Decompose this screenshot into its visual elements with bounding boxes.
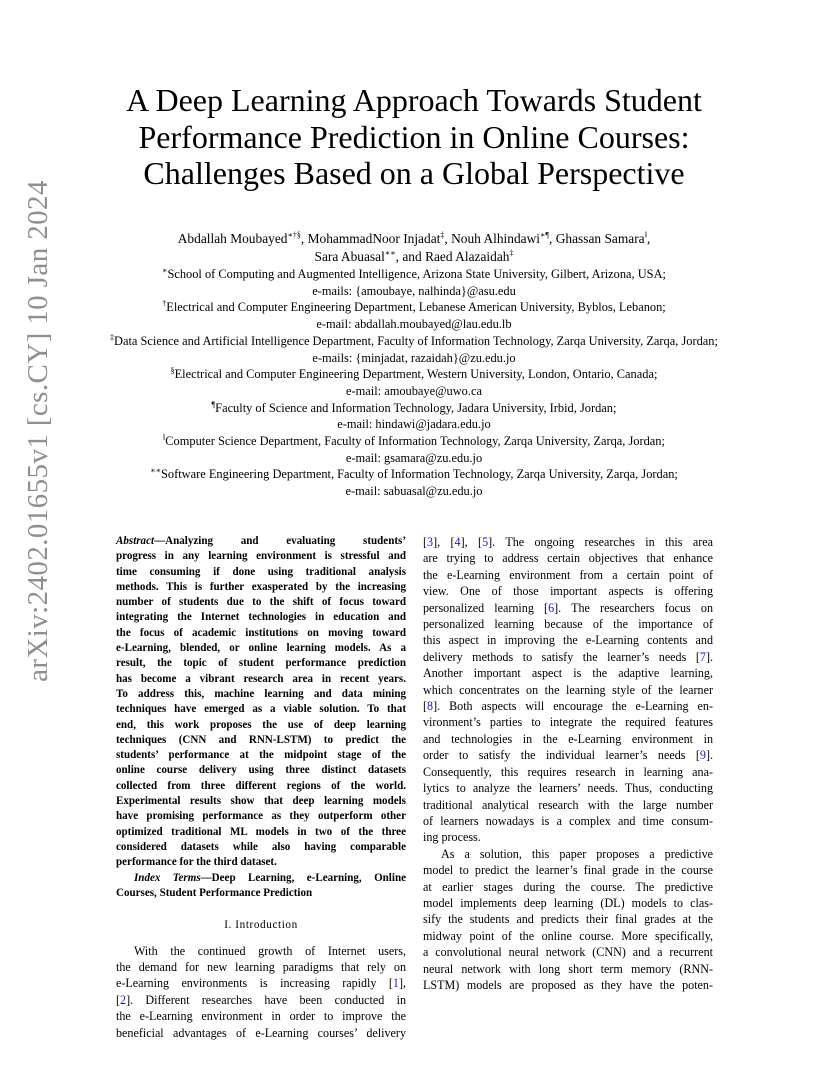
text-line: vironment’s parties to integrate the required features (423, 715, 713, 730)
abstract-line: students’ performance at the midpoint stage of the (116, 749, 406, 762)
text-line: ing process. (423, 830, 481, 845)
abstract (116, 534, 406, 901)
text-line: the e-Learning environment from a certain point of (423, 567, 713, 582)
text-line: model to predict the learner’s final grade in the course (423, 863, 713, 878)
abstract-body (116, 549, 406, 870)
author-mark: ∗∗ (384, 248, 396, 258)
text-line: lytics to analyze the learners’ needs. Thus, conducting (423, 781, 713, 796)
abstract-line: e-Learning, blended, or online learning models. As a (116, 642, 406, 655)
citation-link: 1 (392, 976, 399, 991)
affiliation-email: e-mails: {amoubaye, nalhinda}@asu.edu (312, 283, 516, 298)
affiliation-text: Computer Science Department, Faculty of Information Technology, Zarqa University, Zarqa, Jordan; (165, 434, 665, 449)
abstract-line: techniques have emerged as a viable solution. To that (116, 703, 406, 716)
affiliation-email: e-mail: gsamara@zu.edu.jo (345, 450, 483, 465)
text-line: traditional analytical research with the large number (423, 797, 713, 812)
text-line: beneficial advantages of e-Learning courses’ delivery (116, 1025, 406, 1040)
text-line: With the continued growth of Internet users, (134, 943, 406, 958)
text-line: of learners nowadays is a complex and time consum- (423, 813, 713, 828)
text-line: are trying to address certain objectives that enhance (423, 551, 713, 566)
citation-link: 7 (699, 649, 706, 664)
left-column (116, 534, 406, 1041)
affiliation-mark: ∗ (162, 265, 168, 275)
citation-link: 9 (699, 748, 706, 763)
citation-link: 6 (548, 600, 555, 615)
affiliation-text: Data Science and Artificial Intelligence Department, Faculty of Information Technology, Zarqa University, Zarqa, Jordan; (114, 333, 718, 348)
affiliation-text: Software Engineering Department, Faculty of Information Technology, Zarqa University, Zarqa, Jordan; (161, 467, 678, 482)
affiliation-text: Electrical and Computer Engineering Department, Lebanese American University, Byblos, Lebanon; (166, 300, 666, 315)
abstract-line: methods. This is further exasperated by the increasing (116, 580, 406, 593)
abstract-line: end, this work proposes the use of deep learning (116, 718, 406, 731)
author-list (40, 230, 788, 266)
index-terms-line: Courses, Student Performance Prediction (116, 886, 313, 899)
affiliation-mark: § (170, 366, 175, 376)
author-line (40, 248, 788, 266)
citation-link: 3 (427, 535, 434, 549)
affiliation-text: Faculty of Science and Information Technology, Jadara University, Irbid, Jordan; (215, 400, 617, 415)
affiliation-email: e-mail: hindawi@jadara.edu.jo (337, 417, 491, 432)
affiliation-text: School of Computing and Augmented Intelligence, Arizona State University, Gilbert, Arizona, USA; (167, 267, 666, 281)
affiliation-mark: ¶ (211, 399, 216, 409)
text-line: Consequently, this requires research in learning ana- (423, 764, 713, 779)
text-line: [3], [4], [5]. The ongoing researches in this area (423, 535, 714, 549)
author-separator: , (444, 231, 452, 246)
abstract-line: have promising performance as they outperform other (116, 810, 406, 823)
author-separator: , (646, 231, 651, 246)
abstract-line: To address this, machine learning and data mining (116, 687, 406, 700)
affiliation-line (40, 433, 788, 450)
text-line: which concentrates on the learning style of the learner (423, 682, 713, 697)
text-line: delivery methods to satisfy the learner’s needs [7]. (423, 649, 713, 664)
abstract-line: techniques (CNN and RNN-LSTM) to predict the (116, 733, 406, 746)
abstract-line: Experimental results show that deep learning models (116, 795, 406, 808)
citation-link: 8 (427, 699, 434, 714)
affiliation-text: Electrical and Computer Engineering Department, Western University, London, Ontario, Canada; (174, 367, 658, 382)
affiliation-mark: ‖ (163, 432, 166, 442)
text-line: e-Learning environments is increasing rapidly [1], (116, 976, 406, 991)
affiliation-line (40, 266, 788, 283)
intro-text (116, 943, 406, 1041)
affiliation-line (40, 366, 788, 383)
text-line: As a solution, this paper proposes a predictive (441, 846, 713, 861)
affiliation-email: e-mail: sabuasal@zu.edu.jo (345, 484, 483, 499)
text-line: midway point of the online course. More specifically, (423, 928, 713, 943)
abstract-line: progress in any learning environment is stressful and (116, 550, 406, 563)
index-terms-line: Index Terms—Deep Learning, e-Learning, Online (134, 871, 406, 884)
author-name: Raed Alazaidah (425, 249, 510, 264)
abstract-line: integrating the Internet technologies in education and (116, 611, 406, 624)
citation-link: 4 (454, 535, 461, 549)
abstract-line: considered datasets while also having comparable (116, 840, 406, 853)
author-mark: ∗¶ (539, 230, 550, 240)
author-name: Sara Abuasal (314, 249, 385, 264)
abstract-line: time consuming if done using traditional analysis (116, 565, 406, 578)
text-line: [2]. Different researches have been conducted in (116, 992, 406, 1007)
abstract-line: the focus of academic institutions on moving toward (116, 626, 406, 639)
text-line: view. One of those important aspects is offering (423, 584, 713, 599)
text-line: this aspect in improving the e-Learning contents and (423, 633, 713, 648)
affiliation-line (40, 299, 788, 316)
affiliation-mark: ‡ (110, 332, 115, 342)
author-separator: , and (395, 249, 426, 264)
author-name: Abdallah Moubayed (177, 231, 288, 246)
text-line: personalized learning because of the importance of (423, 617, 713, 632)
affiliation-line (40, 400, 788, 417)
title-line: Challenges Based on a Global Perspective (143, 155, 685, 191)
text-line: and technologies in the e-Learning environment in (423, 731, 713, 746)
affiliation-list (40, 266, 788, 500)
affiliation-email: e-mail: amoubaye@uwo.ca (346, 383, 482, 398)
author-name: Ghassan Samara (555, 231, 645, 246)
text-line: [8]. Both aspects will encourage the e-Learning en- (423, 699, 713, 714)
author-mark: ∗†§ (287, 230, 301, 240)
author-mark: ‡ (509, 248, 514, 258)
arxiv-identifier: arXiv:2402.01655v1 [cs.CY] 10 Jan 2024 (22, 180, 54, 682)
abstract-line: result, the topic of student performance prediction (116, 657, 406, 670)
text-line: model implements deep learning (DL) models to clas- (423, 895, 713, 910)
affiliation-line (40, 466, 788, 483)
text-line: Another important aspect is the adaptive learning, (423, 666, 713, 681)
text-line: LSTM) models are proposed as they have the poten- (423, 977, 713, 992)
author-separator: , (300, 231, 308, 246)
abstract-label: Abstract (116, 535, 155, 547)
section-heading-introduction: I. Introduction (224, 919, 298, 932)
abstract-line: has become a vibrant research area in recent years. (116, 672, 406, 685)
text-line: sify the students and predicts their final grades at the (423, 912, 713, 927)
title-line: A Deep Learning Approach Towards Student (126, 82, 702, 118)
text-line: at earlier stages during the course. The predictive (423, 879, 713, 894)
paper-title (80, 82, 748, 192)
text-line: a convolutional neural network (CNN) and a recurrent (423, 945, 713, 960)
abstract-line: number of students due to the shift of focus toward (116, 596, 406, 609)
author-name: Nouh Alhindawi (451, 231, 540, 246)
affiliation-line (40, 333, 788, 350)
author-name: MohammadNoor Injadat (307, 231, 441, 246)
affiliation-email: e-mail: abdallah.moubayed@lau.edu.lb (316, 317, 512, 332)
abstract-line: collected from three different regions of the world. (116, 779, 406, 792)
affiliation-email: e-mails: {minjadat, razaidah}@zu.edu.jo (312, 350, 516, 365)
text-line: the e-Learning environment in order to improve the (116, 1009, 406, 1024)
abstract-line: performance for the third dataset. (116, 856, 277, 869)
right-column (423, 534, 713, 993)
author-mark: ‡ (440, 230, 445, 240)
citation-link: 5 (482, 535, 489, 549)
abstract-line: optimized traditional ML models in two of the three (116, 825, 406, 838)
title-line: Performance Prediction in Online Courses: (138, 118, 690, 155)
text-line: order to satisfy the individual learner’s needs [9]. (423, 748, 713, 763)
affiliation-mark: ∗∗ (150, 466, 161, 476)
author-separator: , (549, 231, 556, 246)
affiliation-mark: † (162, 299, 167, 309)
text-line: personalized learning [6]. The researchers focus on (423, 600, 713, 615)
text-line: neural network with long short term memory (RNN- (423, 961, 713, 976)
abstract-line: online course delivery using three distinct datasets (116, 764, 406, 777)
author-line (40, 230, 788, 248)
abstract-line: Abstract—Analyzing and evaluating students’ (116, 535, 406, 547)
text-line: the demand for new learning paradigms that rely on (116, 959, 406, 974)
author-mark: ‖ (644, 230, 647, 240)
index-terms-label: Index Terms (134, 871, 201, 884)
citation-link: 2 (120, 992, 127, 1007)
